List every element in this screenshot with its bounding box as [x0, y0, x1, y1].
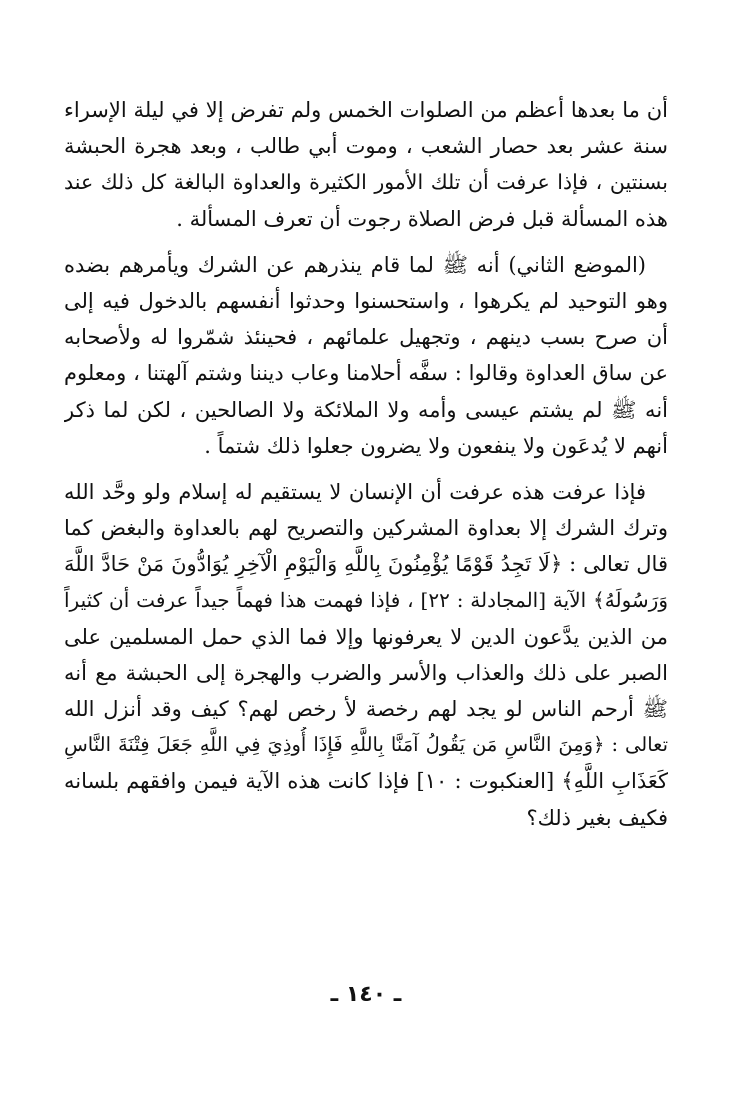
paragraph-3: [64, 474, 668, 836]
text-line: أن صرح بسب دينهم ، وتجهيل علمائهم ، فحينئذ شمّروا له ولأصحابه: [64, 325, 668, 350]
text-line: فكيف بغير ذلك؟: [526, 805, 668, 830]
text-line: وترك الشرك إلا بعداوة المشركين والتصريح لهم بالعداوة والبغض كما: [64, 516, 668, 541]
text-line: عن ساق العداوة وقالوا : سفَّه أحلامنا وعاب ديننا وشتم آلهتنا ، ومعلوم: [64, 361, 668, 386]
text-line: كَعَذَابِ اللَّهِ﴾ [العنكبوت : ١٠] فإذا كانت هذه الآية فيمن وافقهم بلسانه: [64, 769, 668, 794]
text-line: ﷺ أرحم الناس لو يجد لهم رخصة لأ رخص لهم؟ كيف وقد أنزل الله: [64, 697, 668, 721]
text-line: (الموضع الثاني) أنه ﷺ لما قام ينذرهم عن الشرك ويأمرهم بضده: [64, 252, 646, 277]
text-line: من الذين يدَّعون الدين لا يعرفونها وإلا فما الذي حمل المسلمين على: [64, 624, 668, 649]
page-number: ـ ١٤٠ ـ: [330, 982, 402, 1007]
text-line: سنة عشر بعد حصار الشعب ، وموت أبي طالب ، وبعد هجرة الحبشة: [64, 134, 668, 159]
text-line: أن ما بعدها أعظم من الصلوات الخمس ولم تفرض إلا في ليلة الإسراء: [64, 98, 668, 122]
text-line: وهو التوحيد لم يكرهوا ، واستحسنوا وحدثوا أنفسهم بالدخول فيه إلى: [64, 288, 668, 313]
text-line: فإذا عرفت هذه عرفت أن الإنسان لا يستقيم له إسلام ولو وحَّد الله: [64, 479, 646, 504]
text-line: هذه المسألة قبل فرض الصلاة رجوت أن تعرف المسألة .: [176, 206, 668, 231]
text-line: الصبر على ذلك والعذاب والأسر والضرب والهجرة إلى الحبشة مع أنه: [64, 660, 668, 685]
paragraph-gap: [64, 464, 668, 474]
paragraph-gap: [64, 237, 668, 247]
paragraph-1: [64, 92, 668, 237]
text-line: قال تعالى : ﴿لَا تَجِدُ قَوْمًا يُؤْمِنُونَ بِاللَّهِ وَالْيَوْمِ الْآخِرِ يُوَادُّونَ مَنْ حَادَّ اللَّهَ: [64, 552, 668, 577]
text-line: تعالى : ﴿وَمِنَ النَّاسِ مَن يَقُولُ آمَنَّا بِاللَّهِ فَإِذَا أُوذِيَ فِي اللَّهِ جَعَلَ فِتْنَةَ النَّاسِ: [64, 733, 668, 757]
text-line: بسنتين ، فإذا عرفت أن تلك الأمور الكثيرة والعداوة البالغة كل ذلك عند: [64, 170, 668, 195]
text-line: أنهم لا يُدعَون ولا ينفعون ولا يضرون جعلوا ذلك شتماً .: [204, 433, 668, 458]
text-line: وَرَسُولَهُ﴾ الآية [المجادلة : ٢٢] ، فإذا فهمت هذا فهماً جيداً عرفت أن كثيراً: [64, 588, 668, 613]
page-body: [64, 92, 668, 836]
text-line: أنه ﷺ لم يشتم عيسى وأمه ولا الملائكة ولا الصالحين ، لكن لما ذكر: [64, 397, 668, 422]
paragraph-2: [64, 247, 668, 464]
